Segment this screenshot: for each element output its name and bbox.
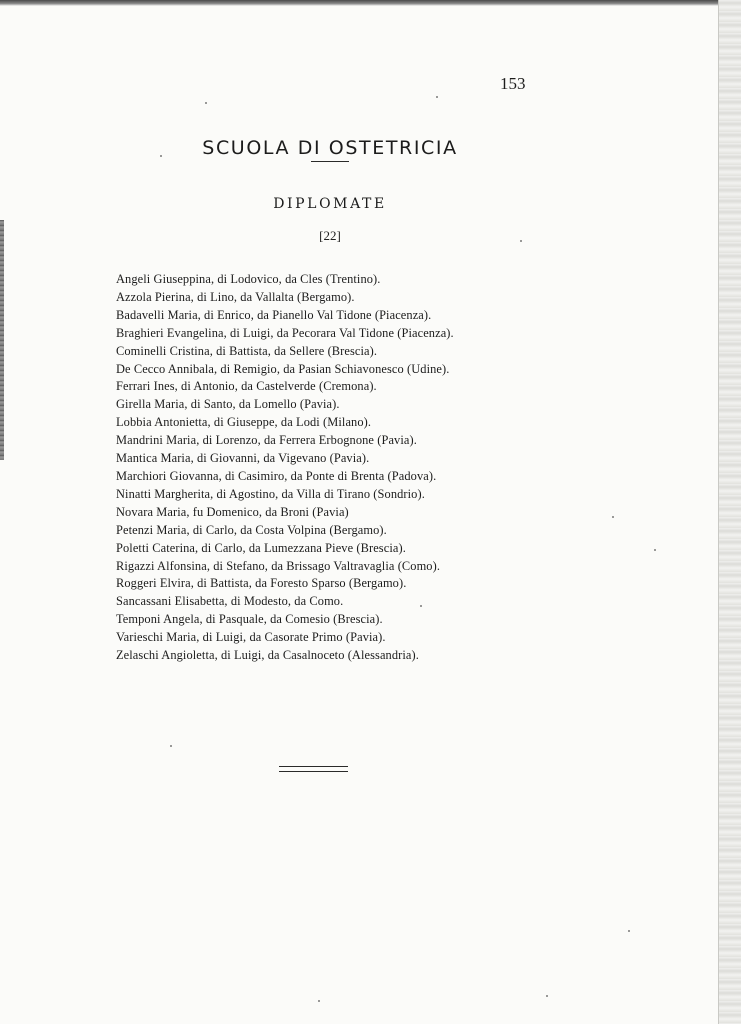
list-item: Braghieri Evangelina, di Luigi, da Pecorara Val Tidone (Piacenza). (116, 325, 454, 340)
list-item: Angeli Giuseppina, di Lodovico, da Cles (Trentino). (116, 272, 381, 286)
page-top-edge (0, 0, 741, 6)
scan-speck (546, 995, 548, 997)
list-item: Petenzi Maria, di Carlo, da Costa Volpina (Bergamo). (116, 522, 387, 537)
list-item: Poletti Caterina, di Carlo, da Lumezzana Pieve (Brescia). (116, 540, 406, 555)
list-item: Girella Maria, di Santo, da Lomello (Pavia). (116, 397, 340, 412)
list-item: Ferrari Ines, di Antonio, da Castelverde (Cremona). (116, 379, 377, 394)
title-divider (311, 161, 349, 162)
page-left-edge-shadow (0, 220, 4, 460)
end-divider (279, 766, 348, 772)
scan-speck (170, 745, 172, 747)
page-binding-edge (718, 0, 741, 1024)
list-item: Rigazzi Alfonsina, di Stefano, da Brissago Valtravaglia (Como). (116, 558, 441, 573)
scan-speck (436, 96, 438, 98)
page-number: 153 (500, 74, 526, 93)
scan-speck (612, 516, 614, 518)
list-item: Ninatti Margherita, di Agostino, da Villa di Tirano (Sondrio). (116, 486, 425, 501)
list-item: Azzola Pierina, di Lino, da Vallalta (Bergamo). (116, 289, 355, 304)
section-heading: DIPLOMATE (273, 196, 387, 212)
list-item: Zelaschi Angioletta, di Luigi, da Casalnoceto (Alessandria). (116, 648, 419, 663)
list-item: Cominelli Cristina, di Battista, da Sellere (Brescia). (116, 343, 378, 358)
list-item: Mandrini Maria, di Lorenzo, da Ferrera Erbognone (Pavia). (116, 433, 417, 448)
list-item: Varieschi Maria, di Luigi, da Casorate Primo (Pavia). (116, 630, 386, 645)
list-item: Temponi Angela, di Pasquale, da Comesio (Brescia). (116, 612, 383, 627)
list-item: Novara Maria, fu Domenico, da Broni (Pavia) (116, 504, 349, 519)
graduate-count: [22] (319, 228, 341, 243)
scan-speck (628, 930, 630, 932)
list-item: Mantica Maria, di Giovanni, da Vigevano (Pavia). (116, 451, 370, 466)
scan-speck (420, 605, 422, 607)
scan-speck (318, 1000, 320, 1002)
list-item: Marchiori Giovanna, di Casimiro, da Ponte di Brenta (Padova). (116, 468, 437, 483)
graduate-list (116, 271, 556, 665)
page-title: SCUOLA DI OSTETRICIA (202, 136, 458, 159)
list-item: Lobbia Antonietta, di Giuseppe, da Lodi (Milano). (116, 415, 372, 430)
scan-speck (160, 155, 162, 157)
list-item: Sancassani Elisabetta, di Modesto, da Como. (116, 594, 344, 609)
list-item: Badavelli Maria, di Enrico, da Pianello Val Tidone (Piacenza). (116, 307, 432, 322)
list-item: Roggeri Elvira, di Battista, da Foresto Sparso (Bergamo). (116, 576, 407, 591)
scan-speck (520, 240, 522, 242)
scan-speck (205, 102, 207, 104)
list-item: De Cecco Annibala, di Remigio, da Pasian Schiavonesco (Udine). (116, 361, 450, 376)
scan-speck (654, 549, 656, 551)
